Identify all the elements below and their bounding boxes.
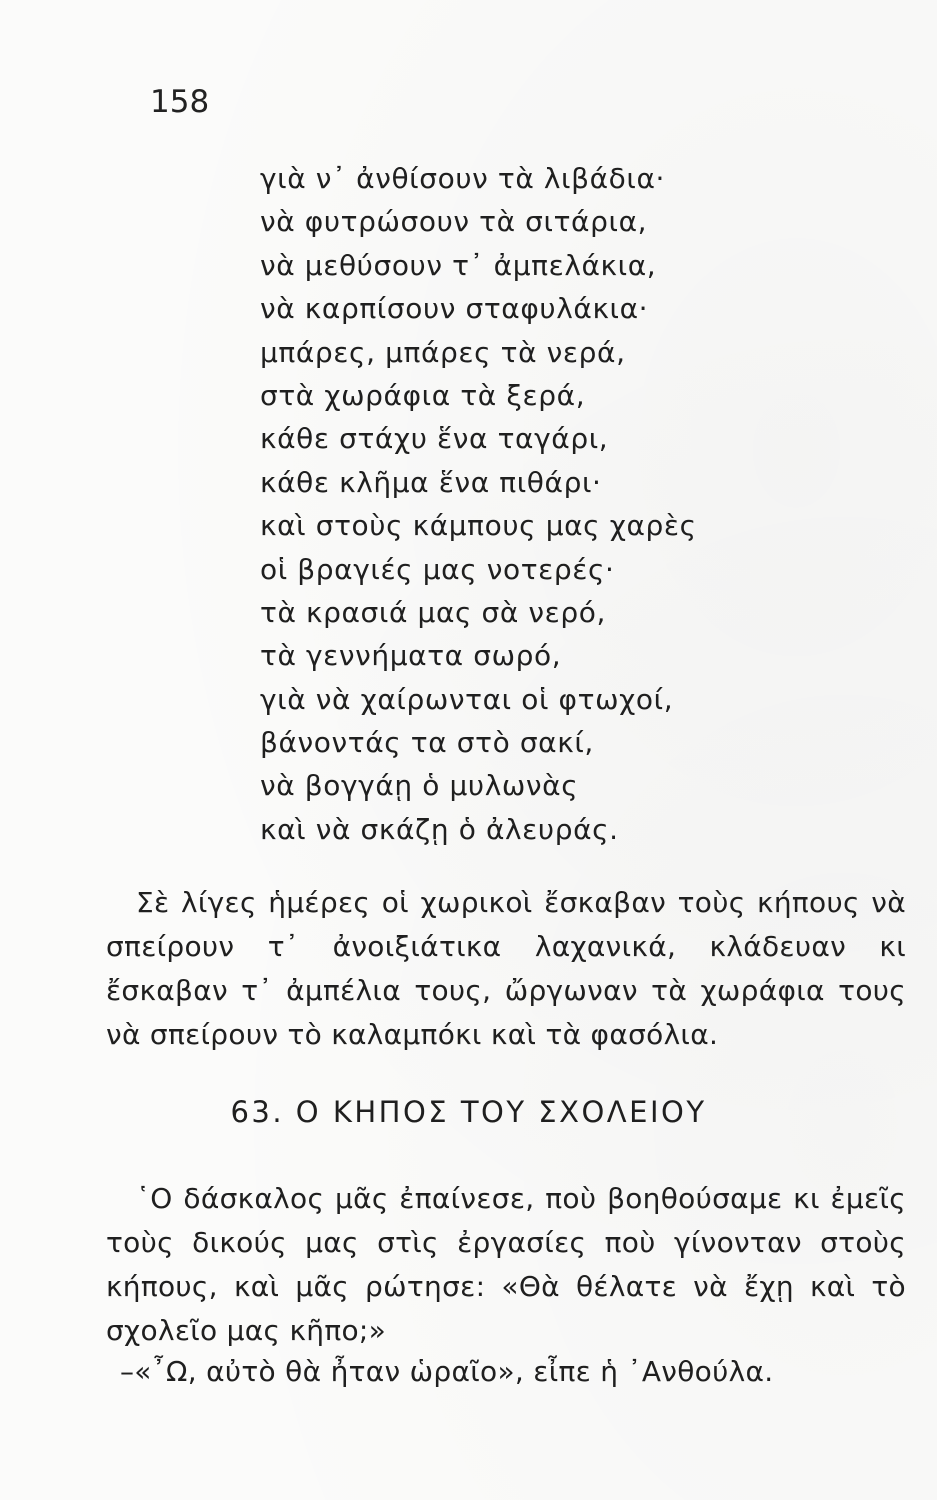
poem-line: γιὰ ν᾿ ἀνθίσουν τὰ λιβάδια·: [260, 162, 666, 195]
poem-line: τὰ κρασιά μας σὰ νερό,: [260, 595, 607, 629]
poem-line: κάθε κλῆμα ἕνα πιθάρι·: [260, 465, 602, 499]
poem-line: νὰ βογγάῃ ὁ μυλωνὰς: [260, 769, 579, 803]
page-number: 158: [150, 84, 210, 120]
section-title: 63. Ο ΚΗΠΟΣ ΤΟΥ ΣΧΟΛΕΙΟΥ: [230, 1095, 707, 1129]
poem-line: στὰ χωράφια τὰ ξερά,: [260, 378, 586, 412]
poem-line: καὶ στοὺς κάμπους μας χαρὲς: [260, 509, 697, 543]
poem-line: βάνοντάς τα στὸ σακί,: [260, 726, 594, 760]
dialogue-line: –«῏Ω, αὐτὸ θὰ ἦταν ὡραῖο», εἶπε ἡ ᾿Ανθούλα.: [120, 1355, 774, 1388]
prose-paragraph: Σὲ λίγες ἡμέρες οἱ χωρικοὶ ἔσκαβαν τοὺς κήπους νὰ σπείρουν τ᾿ ἀνοιξιάτικα λαχανικά, κλάδευαν κι ἔσκαβαν τ᾿ ἀμπέλια τους, ὤργωναν τὰ χωράφια τους νὰ σπείρουν τὸ καλαμπόκι καὶ τὰ φασόλια.: [106, 886, 906, 1051]
poem-line: τὰ γεννήματα σωρό,: [260, 639, 562, 673]
prose-paragraph: ῾Ο δάσκαλος μᾶς ἐπαίνεσε, ποὺ βοηθούσαμε κι ἐμεῖς τοὺς δικούς μας στὶς ἐργασίες ποὺ γίνονταν στοὺς κήπους, καὶ μᾶς ρώτησε: «Θὰ θέλατε νὰ ἔχῃ καὶ τὸ σχολεῖο μας κῆπο;»: [106, 1182, 906, 1347]
poem-line: γιὰ νὰ χαίρωνται οἱ φτωχοί,: [260, 682, 674, 716]
poem-line: νὰ φυτρώσουν τὰ σιτάρια,: [260, 205, 648, 239]
poem-line: μπάρες, μπάρες τὰ νερά,: [260, 335, 626, 369]
poem-line: καὶ νὰ σκάζῃ ὁ ἀλευράς.: [260, 812, 619, 846]
poem-line: νὰ μεθύσουν τ᾿ ἀμπελάκια,: [260, 248, 657, 282]
poem-line: κάθε στάχυ ἕνα ταγάρι,: [260, 422, 609, 456]
poem-line: οἱ βραγιές μας νοτερές·: [260, 552, 615, 586]
poem-line: νὰ καρπίσουν σταφυλάκια·: [260, 292, 649, 326]
poem: [260, 157, 697, 851]
